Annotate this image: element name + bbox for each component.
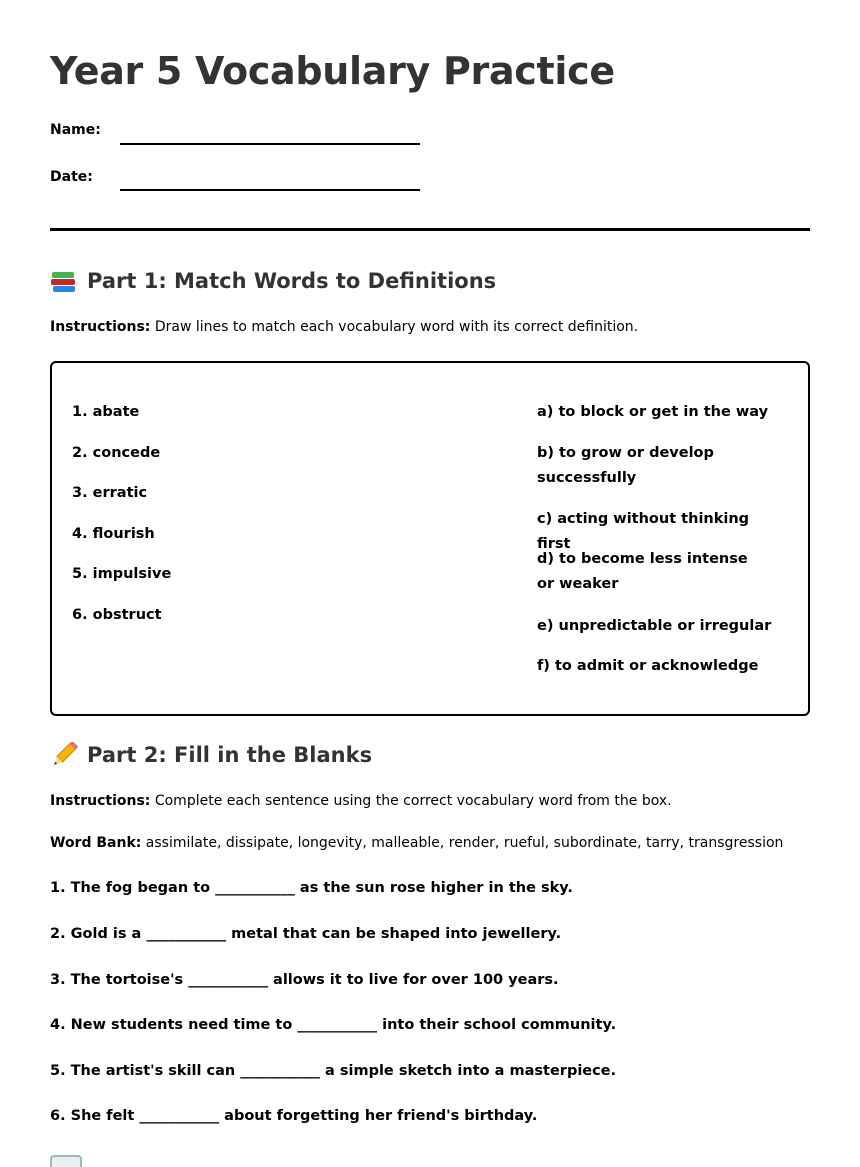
date-line[interactable] (120, 189, 420, 191)
part2-instructions (50, 793, 672, 809)
part1-heading (50, 268, 496, 294)
match-definition: e) unpredictable or irregular (537, 618, 772, 634)
match-definition: a) to block or get in the way (537, 404, 769, 420)
page-title: Year 5 Vocabulary Practice (50, 49, 615, 93)
books-icon (50, 268, 78, 294)
match-word: 2. concede (72, 445, 161, 461)
word-bank-label: Word Bank: (50, 835, 142, 851)
sentence: 2. Gold is a ___________ metal that can be shaped into jewellery. (50, 926, 562, 942)
sentence: 1. The fog began to ___________ as the sun rose higher in the sky. (50, 880, 573, 896)
match-word: 3. erratic (72, 485, 148, 501)
sentence: 6. She felt ___________ about forgetting her friend's birthday. (50, 1108, 538, 1124)
name-label: Name: (50, 122, 101, 138)
match-definition: b) to grow or develop successfully (537, 445, 714, 486)
sentence: 4. New students need time to ___________ into their school community. (50, 1017, 617, 1033)
pencil-icon (50, 742, 78, 768)
match-definition: c) acting without thinking first (537, 511, 750, 552)
date-field (50, 169, 93, 185)
sentence: 5. The artist's skill can ___________ a simple sketch into a masterpiece. (50, 1063, 617, 1079)
matching-box (50, 361, 810, 716)
name-field (50, 122, 101, 138)
part2-heading-text: Part 2: Fill in the Blanks (87, 743, 373, 767)
part1-instructions-text: Draw lines to match each vocabulary word with its correct definition. (150, 319, 639, 335)
divider (50, 228, 810, 231)
match-word: 4. flourish (72, 526, 155, 542)
match-word: 1. abate (72, 404, 140, 420)
part2-instructions-text: Complete each sentence using the correct vocabulary word from the box. (150, 793, 672, 809)
part1-instructions-label: Instructions: (50, 319, 151, 335)
word-bank-text: assimilate, dissipate, longevity, malleable, render, rueful, subordinate, tarry, transgression (141, 835, 784, 851)
part1-heading-text: Part 1: Match Words to Definitions (87, 269, 497, 293)
next-section-icon (50, 1155, 82, 1167)
word-bank (50, 835, 783, 851)
part2-heading (50, 742, 372, 768)
part2-instructions-label: Instructions: (50, 793, 151, 809)
part1-instructions (50, 319, 638, 335)
date-label: Date: (50, 169, 93, 185)
match-word: 5. impulsive (72, 566, 172, 582)
match-definition: d) to become less intense or weaker (537, 551, 748, 592)
match-definition: f) to admit or acknowledge (537, 658, 759, 674)
sentence: 3. The tortoise's ___________ allows it to live for over 100 years. (50, 972, 559, 988)
match-word: 6. obstruct (72, 607, 162, 623)
name-line[interactable] (120, 143, 420, 145)
